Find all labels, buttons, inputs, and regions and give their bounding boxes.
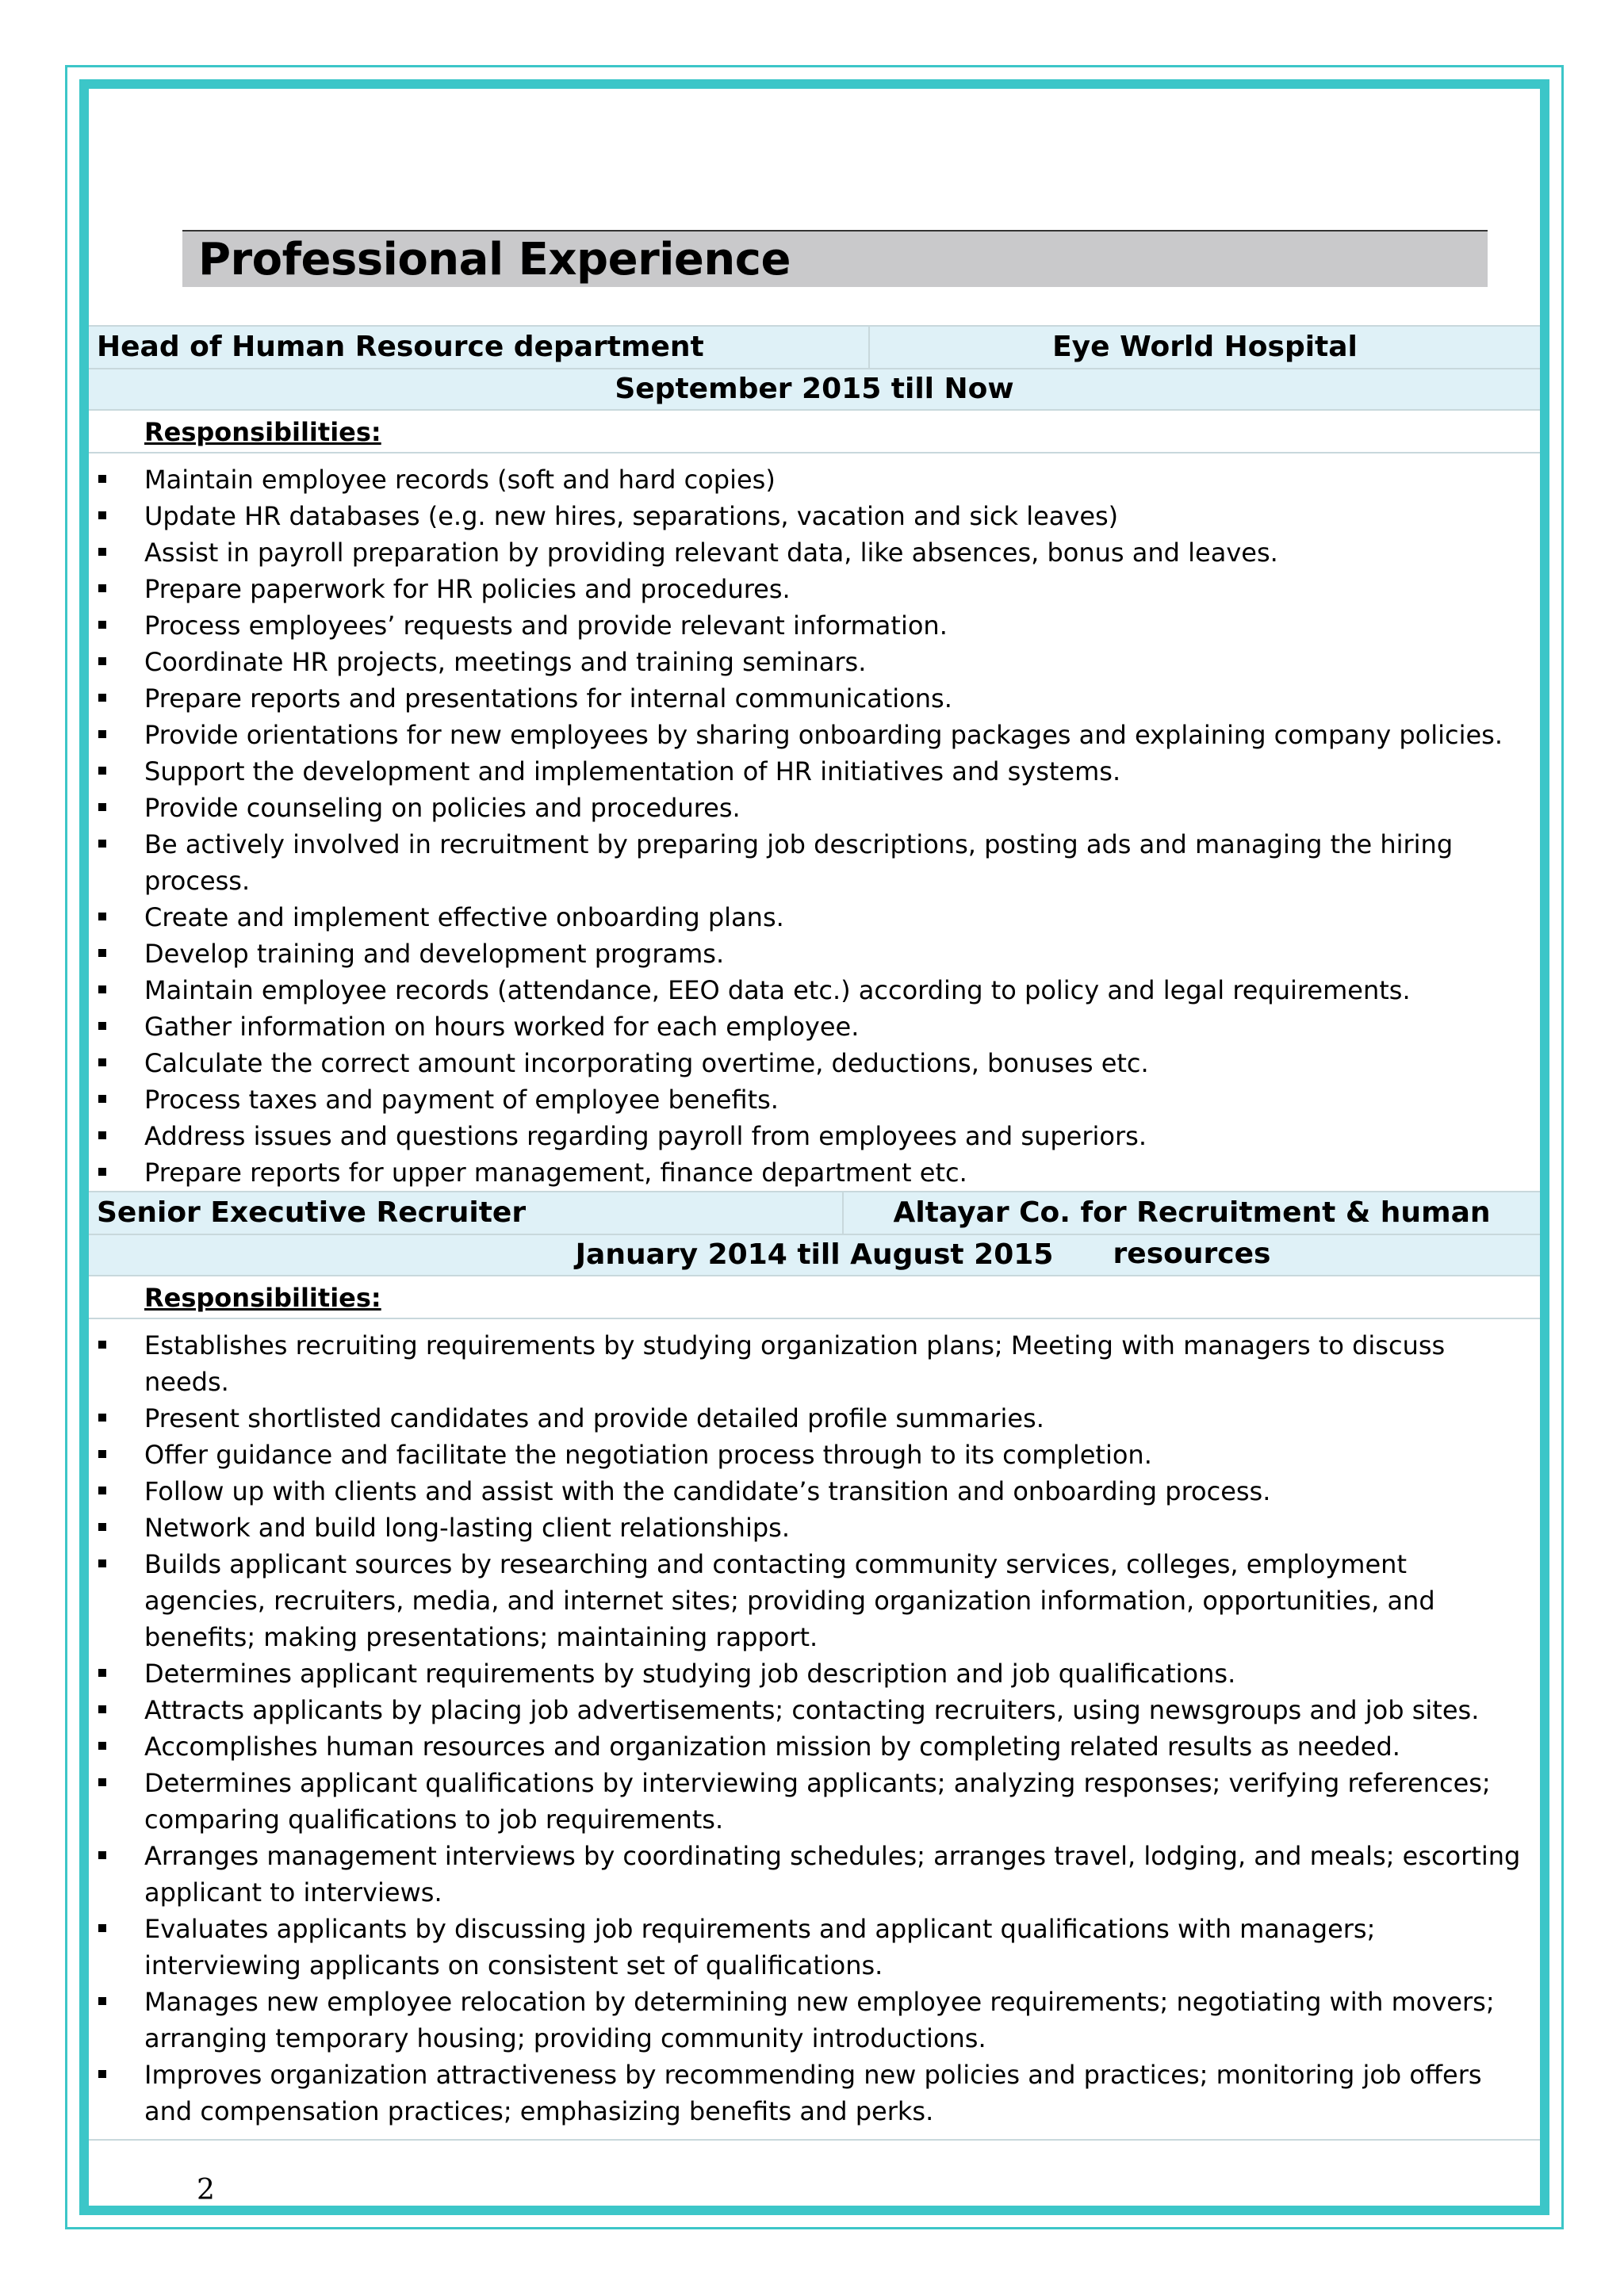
- responsibility-item: Prepare reports for upper management, finance department etc.: [89, 1154, 1540, 1191]
- job-period: September 2015 till Now: [89, 369, 1540, 411]
- responsibility-item: Gather information on hours worked for each employee.: [89, 1008, 1540, 1045]
- job-position: Senior Executive Recruiter: [89, 1192, 844, 1234]
- responsibility-item: Establishes recruiting requirements by studying organization plans; Meeting with managers to discuss needs.: [89, 1327, 1540, 1400]
- responsibility-item: Process taxes and payment of employee benefits.: [89, 1081, 1540, 1118]
- responsibility-item: Be actively involved in recruitment by preparing job descriptions, posting ads and managing the hiring process.: [89, 826, 1540, 899]
- responsibility-item: Arranges management interviews by coordinating schedules; arranges travel, lodging, and meals; escorting applicant to interviews.: [89, 1838, 1540, 1911]
- section-title: Professional Experience: [182, 230, 1488, 287]
- job-header: [89, 325, 1540, 369]
- responsibility-item: Calculate the correct amount incorporating overtime, deductions, bonuses etc.: [89, 1045, 1540, 1081]
- page-number: 2: [197, 2174, 215, 2206]
- responsibilities-label: Responsibilities:: [89, 411, 1540, 453]
- responsibility-item: Builds applicant sources by researching and contacting community services, colleges, employment agencies, recruiters, media, and internet sites; providing organization information, opportunities, and benefits; making presentations; maintaining rapport.: [89, 1546, 1540, 1655]
- job-organization: Eye World Hospital: [1052, 331, 1358, 363]
- responsibilities-list: [89, 453, 1540, 1191]
- job-entry-1: [89, 1191, 1540, 2141]
- job-divider: [89, 2130, 1540, 2141]
- responsibility-item: Present shortlisted candidates and provide detailed profile summaries.: [89, 1400, 1540, 1437]
- responsibility-item: Process employees’ requests and provide relevant information.: [89, 607, 1540, 644]
- responsibility-item: Coordinate HR projects, meetings and training seminars.: [89, 644, 1540, 680]
- responsibility-item: Improves organization attractiveness by recommending new policies and practices; monitoring job offers and compensation practices; emphasizing benefits and perks.: [89, 2057, 1540, 2130]
- responsibility-item: Develop training and development programs.: [89, 936, 1540, 972]
- responsibility-item: Prepare paperwork for HR policies and procedures.: [89, 571, 1540, 607]
- responsibility-item: Support the development and implementation of HR initiatives and systems.: [89, 753, 1540, 790]
- responsibility-item: Update HR databases (e.g. new hires, separations, vacation and sick leaves): [89, 498, 1540, 534]
- responsibility-item: Network and build long-lasting client relationships.: [89, 1510, 1540, 1546]
- responsibility-item: Maintain employee records (soft and hard copies): [89, 461, 1540, 498]
- responsibility-item: Determines applicant qualifications by interviewing applicants; analyzing responses; verifying references; comparing qualifications to job requirements.: [89, 1765, 1540, 1838]
- responsibility-item: Offer guidance and facilitate the negotiation process through to its completion.: [89, 1437, 1540, 1473]
- responsibilities-label: Responsibilities:: [89, 1276, 1540, 1319]
- responsibility-item: Accomplishes human resources and organization mission by completing related results as needed.: [89, 1728, 1540, 1765]
- responsibility-item: Prepare reports and presentations for internal communications.: [89, 680, 1540, 717]
- responsibility-item: Determines applicant requirements by studying job description and job qualifications.: [89, 1655, 1540, 1692]
- responsibilities-list: [89, 1319, 1540, 2130]
- responsibility-item: Follow up with clients and assist with the candidate’s transition and onboarding process.: [89, 1473, 1540, 1510]
- job-position: Head of Human Resource department: [89, 327, 870, 368]
- responsibility-item: Assist in payroll preparation by providing relevant data, like absences, bonus and leaves.: [89, 534, 1540, 571]
- responsibility-item: Create and implement effective onboarding plans.: [89, 899, 1540, 936]
- job-period: January 2014 till August 2015: [89, 1235, 1540, 1276]
- responsibility-item: Attracts applicants by placing job advertisements; contacting recruiters, using newsgroups and job sites.: [89, 1692, 1540, 1728]
- job-organization: Altayar Co. for Recruitment & human resources: [893, 1196, 1491, 1270]
- responsibility-item: Maintain employee records (attendance, EEO data etc.) according to policy and legal requirements.: [89, 972, 1540, 1008]
- responsibility-item: Provide orientations for new employees by sharing onboarding packages and explaining company policies.: [89, 717, 1540, 753]
- responsibility-item: Evaluates applicants by discussing job requirements and applicant qualifications with managers; interviewing applicants on consistent set of qualifications.: [89, 1911, 1540, 1984]
- responsibility-item: Provide counseling on policies and procedures.: [89, 790, 1540, 826]
- job-entry-0: [89, 325, 1540, 1200]
- responsibility-item: Manages new employee relocation by determining new employee requirements; negotiating with movers; arranging temporary housing; providing community introductions.: [89, 1984, 1540, 2057]
- responsibility-item: Address issues and questions regarding payroll from employees and superiors.: [89, 1118, 1540, 1154]
